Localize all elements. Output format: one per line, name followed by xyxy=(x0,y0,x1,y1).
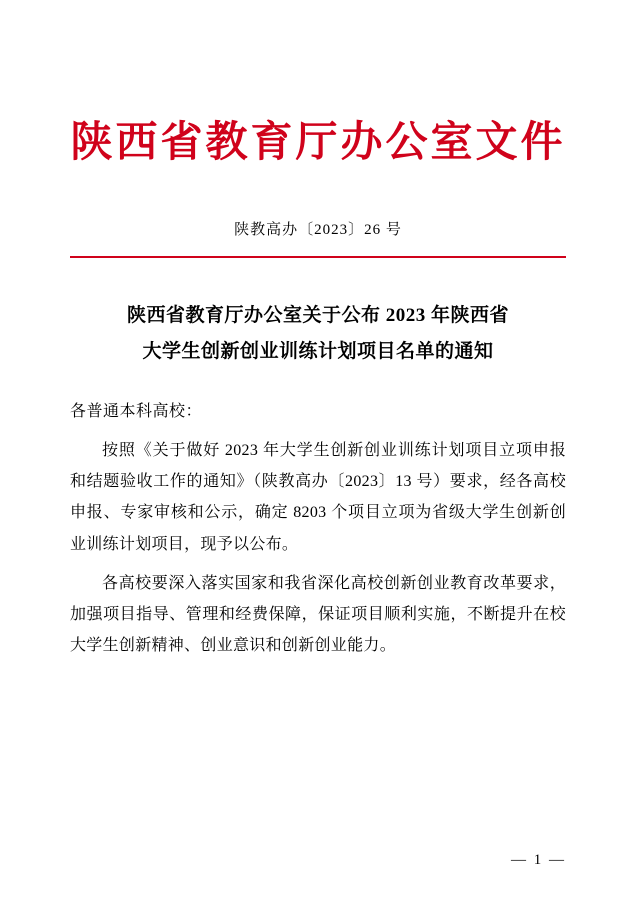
document-paragraph-1: 按照《关于做好 2023 年大学生创新创业训练计划项目立项申报和结题验收工作的通知》（陕教高办〔2023〕13 号）要求，经各高校申报、专家审核和公示，确定 8203 个项目立项为省级大学生创新创业训练计划项目，现予以公布。 xyxy=(70,442,566,553)
red-divider-rule xyxy=(70,256,566,258)
document-title-line-1: 陕西省教育厅办公室关于公布 2023 年陕西省 xyxy=(126,305,509,327)
document-title-line-2: 大学生创新创业训练计划项目名单的通知 xyxy=(142,340,494,362)
document-title xyxy=(70,298,566,368)
document-paragraph-2: 各高校要深入落实国家和我省深化高校创新创业教育改革要求，加强项目指导、管理和经费保障，保证项目顺利实施，不断提升在校大学生创新精神、创业意识和创新创业能力。 xyxy=(70,574,566,655)
document-salutation: 各普通本科高校： xyxy=(70,402,203,420)
page-number: — 1 — xyxy=(511,852,566,868)
document-number: 陕教高办〔2023〕26 号 xyxy=(234,222,402,239)
document-page xyxy=(0,118,636,911)
document-masthead: 陕西省教育厅办公室文件 xyxy=(70,120,566,166)
